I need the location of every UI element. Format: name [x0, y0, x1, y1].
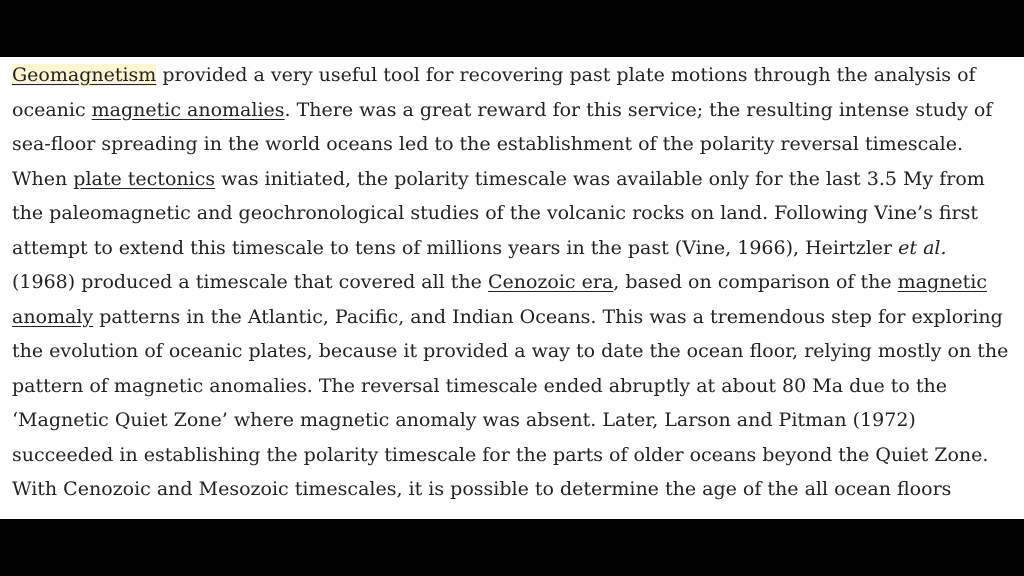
text-line: [12, 196, 978, 231]
letterbox-top: [0, 0, 1024, 57]
line-text: patterns in the Atlantic, Pacific, and Indian Oceans. This was a tremendous step for exploring: [93, 305, 1003, 328]
geomagnetism-link[interactable]: Geomagnetism: [12, 64, 157, 86]
text-line: [12, 472, 951, 507]
magnetic-anomalies-link[interactable]: magnetic anomalies: [91, 98, 285, 121]
text-line: [12, 369, 947, 404]
line-text: oceanic: [12, 98, 92, 121]
line-text: (1968) produced a timescale that covered all the: [12, 271, 488, 293]
text-line: [12, 334, 1008, 369]
letterbox-bottom: [0, 519, 1024, 576]
text-line: [12, 127, 963, 162]
text-line: [12, 438, 988, 473]
magnetic-anomaly-link-part2[interactable]: anomaly: [12, 305, 94, 328]
plate-tectonics-link[interactable]: plate tectonics: [73, 167, 216, 190]
line-text: , based on comparison of the: [613, 271, 898, 293]
line-text: the paleomagnetic and geochronological studies of the volcanic rocks on land. Following Vine’s first: [12, 202, 979, 224]
line-text: . There was a great reward for this service; the resulting intense study of: [284, 98, 993, 121]
line-text: attempt to extend this timescale to tens of millions years in the past (Vine, 1966), Heirtzler: [12, 236, 899, 259]
text-line: [12, 231, 947, 266]
magnetic-anomaly-link-part1[interactable]: magnetic: [897, 271, 987, 293]
text-line: [12, 265, 987, 300]
cenozoic-era-link[interactable]: Cenozoic era: [487, 271, 614, 293]
line-text: When: [12, 167, 74, 190]
text-line: [12, 93, 992, 128]
line-text: ‘Magnetic Quiet Zone’ where magnetic anomaly was absent. Later, Larson and Pitman (1972): [12, 409, 916, 431]
text-line: [12, 300, 1003, 335]
line-text: With Cenozoic and Mesozoic timescales, it is possible to determine the age of the all ocean floors: [12, 478, 952, 500]
text-line: [12, 162, 985, 197]
line-text: the evolution of oceanic plates, because it provided a way to date the ocean floor, relying mostly on the: [12, 340, 1009, 362]
text-line: [12, 403, 916, 438]
line-text: was initiated, the polarity timescale was available only for the last 3.5 My from: [215, 167, 985, 190]
line-text: provided a very useful tool for recovering past plate motions through the analysis of: [156, 64, 976, 86]
italic-text: et al.: [898, 236, 947, 259]
document-page: [0, 57, 1024, 519]
text-line: [12, 58, 976, 93]
line-text: sea-floor spreading in the world oceans led to the establishment of the polarity reversal timescale.: [12, 133, 964, 155]
line-text: succeeded in establishing the polarity timescale for the parts of older oceans beyond the Quiet Zone.: [12, 443, 989, 466]
line-text: pattern of magnetic anomalies. The reversal timescale ended abruptly at about 80 Ma due to the: [12, 374, 947, 397]
